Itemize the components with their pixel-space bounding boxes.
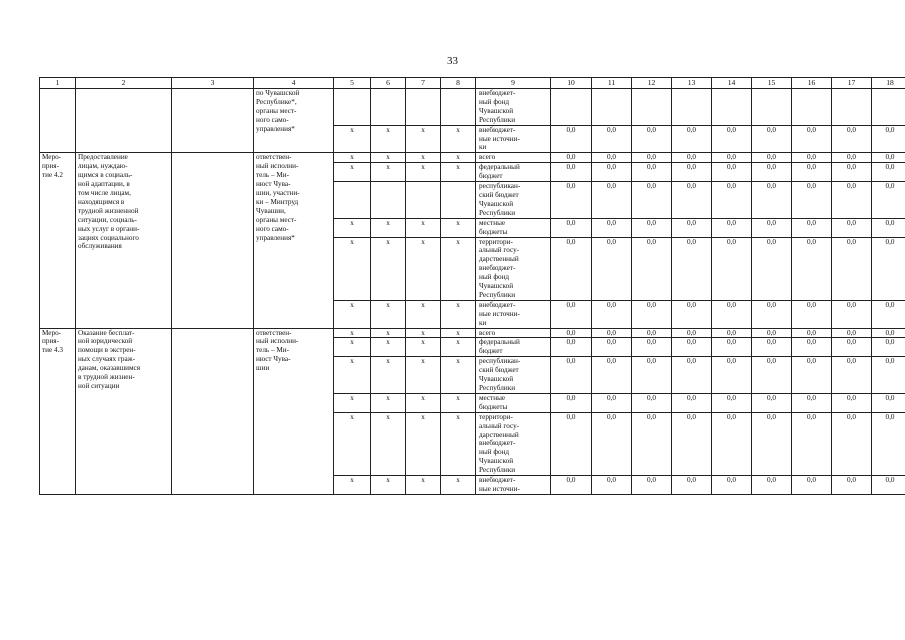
value-cell: 0,0 <box>712 237 752 300</box>
value-cell <box>632 89 672 126</box>
value-cell: 0,0 <box>632 300 672 328</box>
table-row <box>40 153 905 163</box>
header-row <box>40 78 905 89</box>
value-cell: 0,0 <box>672 163 712 182</box>
funding-source: внебюджет- ные источни- ки <box>476 300 551 328</box>
value-cell: 0,0 <box>792 237 832 300</box>
column-number: 3 <box>172 78 254 89</box>
value-cell <box>792 89 832 126</box>
table-row <box>40 328 905 338</box>
code-cell <box>406 89 441 126</box>
value-cell: 0,0 <box>712 393 752 412</box>
value-cell: 0,0 <box>592 393 632 412</box>
measure-title: Оказание бесплат- ной юридической помощи в экстрен- ных случаях граж- данам, оказавшимся в трудной жизнен- ной ситуации <box>76 328 172 494</box>
value-cell: 0,0 <box>592 476 632 495</box>
value-cell: 0,0 <box>792 393 832 412</box>
value-cell: 0,0 <box>632 182 672 219</box>
code-cell: x <box>371 237 406 300</box>
table-body <box>40 78 905 495</box>
code-cell: x <box>334 338 371 357</box>
funding-source: местные бюджеты <box>476 218 551 237</box>
value-cell: 0,0 <box>872 300 905 328</box>
funding-source: республикан- ский бюджет Чувашской Республики <box>476 182 551 219</box>
value-cell: 0,0 <box>551 412 592 475</box>
value-cell: 0,0 <box>872 163 905 182</box>
value-cell: 0,0 <box>712 163 752 182</box>
value-cell: 0,0 <box>672 338 712 357</box>
value-cell: 0,0 <box>872 338 905 357</box>
table-row <box>40 89 905 126</box>
value-cell: 0,0 <box>792 182 832 219</box>
value-cell: 0,0 <box>712 182 752 219</box>
code-cell: x <box>371 328 406 338</box>
code-cell: x <box>406 163 441 182</box>
code-cell: x <box>371 357 406 394</box>
code-cell: x <box>334 237 371 300</box>
code-cell: x <box>334 357 371 394</box>
value-cell: 0,0 <box>872 393 905 412</box>
value-cell: 0,0 <box>672 237 712 300</box>
value-cell: 0,0 <box>592 338 632 357</box>
value-cell: 0,0 <box>752 163 792 182</box>
budget-table <box>39 77 905 495</box>
column-number: 4 <box>254 78 334 89</box>
value-cell: 0,0 <box>752 393 792 412</box>
measure-col3 <box>172 89 254 153</box>
value-cell: 0,0 <box>832 476 872 495</box>
value-cell: 0,0 <box>792 153 832 163</box>
value-cell: 0,0 <box>632 153 672 163</box>
funding-source: республикан- ский бюджет Чувашской Республики <box>476 357 551 394</box>
value-cell: 0,0 <box>672 125 712 153</box>
value-cell: 0,0 <box>792 476 832 495</box>
code-cell <box>406 182 441 219</box>
value-cell: 0,0 <box>832 328 872 338</box>
code-cell: x <box>441 218 476 237</box>
value-cell: 0,0 <box>632 125 672 153</box>
value-cell: 0,0 <box>872 357 905 394</box>
code-cell: x <box>441 412 476 475</box>
value-cell: 0,0 <box>712 328 752 338</box>
value-cell: 0,0 <box>712 125 752 153</box>
value-cell: 0,0 <box>832 153 872 163</box>
value-cell: 0,0 <box>551 153 592 163</box>
value-cell: 0,0 <box>872 218 905 237</box>
column-number: 6 <box>371 78 406 89</box>
value-cell: 0,0 <box>672 218 712 237</box>
value-cell: 0,0 <box>632 328 672 338</box>
code-cell: x <box>441 125 476 153</box>
code-cell: x <box>334 218 371 237</box>
value-cell: 0,0 <box>672 393 712 412</box>
value-cell: 0,0 <box>832 218 872 237</box>
value-cell <box>712 89 752 126</box>
value-cell: 0,0 <box>592 412 632 475</box>
value-cell: 0,0 <box>632 163 672 182</box>
code-cell: x <box>334 300 371 328</box>
value-cell <box>832 89 872 126</box>
code-cell: x <box>371 125 406 153</box>
value-cell: 0,0 <box>752 412 792 475</box>
value-cell: 0,0 <box>551 237 592 300</box>
value-cell: 0,0 <box>632 393 672 412</box>
value-cell: 0,0 <box>632 218 672 237</box>
value-cell: 0,0 <box>551 300 592 328</box>
value-cell <box>672 89 712 126</box>
column-number: 13 <box>672 78 712 89</box>
code-cell: x <box>406 218 441 237</box>
value-cell: 0,0 <box>752 218 792 237</box>
value-cell: 0,0 <box>792 412 832 475</box>
code-cell: x <box>441 328 476 338</box>
value-cell: 0,0 <box>592 153 632 163</box>
value-cell: 0,0 <box>592 218 632 237</box>
value-cell: 0,0 <box>792 300 832 328</box>
code-cell: x <box>441 153 476 163</box>
code-cell: x <box>371 218 406 237</box>
value-cell: 0,0 <box>792 328 832 338</box>
code-cell: x <box>334 163 371 182</box>
column-number: 9 <box>476 78 551 89</box>
code-cell: x <box>334 476 371 495</box>
funding-source: всего <box>476 153 551 163</box>
code-cell: x <box>334 393 371 412</box>
measure-id: Меро- прия- тие 4.2 <box>40 153 76 328</box>
funding-source: внебюджет- ный фонд Чувашской Республики <box>476 89 551 126</box>
value-cell: 0,0 <box>592 357 632 394</box>
column-number: 18 <box>872 78 905 89</box>
code-cell: x <box>406 357 441 394</box>
column-number: 15 <box>752 78 792 89</box>
funding-source: всего <box>476 328 551 338</box>
funding-source: федеральный бюджет <box>476 163 551 182</box>
value-cell <box>551 89 592 126</box>
value-cell: 0,0 <box>551 338 592 357</box>
code-cell <box>441 89 476 126</box>
funding-source: территори- альный госу- дарственный внебюджет- ный фонд Чувашской Республики <box>476 412 551 475</box>
measure-col3 <box>172 153 254 328</box>
code-cell: x <box>406 153 441 163</box>
measure-id: Меро- прия- тие 4.3 <box>40 328 76 494</box>
value-cell: 0,0 <box>551 182 592 219</box>
value-cell: 0,0 <box>551 218 592 237</box>
value-cell: 0,0 <box>752 153 792 163</box>
value-cell: 0,0 <box>712 412 752 475</box>
value-cell: 0,0 <box>872 476 905 495</box>
value-cell: 0,0 <box>712 338 752 357</box>
code-cell: x <box>406 300 441 328</box>
code-cell: x <box>371 412 406 475</box>
value-cell: 0,0 <box>672 182 712 219</box>
code-cell: x <box>371 153 406 163</box>
value-cell: 0,0 <box>632 412 672 475</box>
code-cell: x <box>371 163 406 182</box>
value-cell: 0,0 <box>832 125 872 153</box>
value-cell: 0,0 <box>672 153 712 163</box>
value-cell: 0,0 <box>872 125 905 153</box>
column-number: 2 <box>76 78 172 89</box>
code-cell: x <box>406 237 441 300</box>
value-cell: 0,0 <box>832 300 872 328</box>
value-cell: 0,0 <box>672 300 712 328</box>
value-cell: 0,0 <box>672 412 712 475</box>
value-cell: 0,0 <box>551 357 592 394</box>
measure-id <box>40 89 76 153</box>
value-cell: 0,0 <box>632 476 672 495</box>
value-cell: 0,0 <box>712 357 752 394</box>
code-cell: x <box>441 163 476 182</box>
value-cell: 0,0 <box>832 412 872 475</box>
value-cell: 0,0 <box>792 218 832 237</box>
value-cell: 0,0 <box>712 153 752 163</box>
value-cell: 0,0 <box>672 328 712 338</box>
value-cell: 0,0 <box>752 357 792 394</box>
code-cell <box>371 182 406 219</box>
code-cell: x <box>441 300 476 328</box>
value-cell: 0,0 <box>792 338 832 357</box>
value-cell: 0,0 <box>872 328 905 338</box>
column-number: 7 <box>406 78 441 89</box>
funding-source: внебюджет- ные источни- ки <box>476 125 551 153</box>
value-cell: 0,0 <box>712 218 752 237</box>
value-cell: 0,0 <box>551 328 592 338</box>
value-cell: 0,0 <box>832 163 872 182</box>
value-cell: 0,0 <box>551 476 592 495</box>
value-cell: 0,0 <box>872 182 905 219</box>
funding-source: федеральный бюджет <box>476 338 551 357</box>
code-cell: x <box>334 412 371 475</box>
code-cell: x <box>406 125 441 153</box>
code-cell: x <box>406 412 441 475</box>
value-cell: 0,0 <box>752 182 792 219</box>
code-cell: x <box>334 125 371 153</box>
funding-source: внебюджет- ные источни- <box>476 476 551 495</box>
value-cell: 0,0 <box>832 182 872 219</box>
code-cell: x <box>441 338 476 357</box>
code-cell <box>371 89 406 126</box>
value-cell: 0,0 <box>832 393 872 412</box>
value-cell: 0,0 <box>672 357 712 394</box>
code-cell: x <box>371 393 406 412</box>
column-number: 17 <box>832 78 872 89</box>
value-cell: 0,0 <box>792 163 832 182</box>
responsible-executor: ответствен- ный исполни- тель – Ми- нюст Чува- шии, участни- ки – Минтруд Чувашии, органы мест- ного само- управления* <box>254 153 334 328</box>
column-number: 8 <box>441 78 476 89</box>
value-cell: 0,0 <box>752 338 792 357</box>
value-cell <box>752 89 792 126</box>
code-cell: x <box>406 338 441 357</box>
value-cell: 0,0 <box>792 125 832 153</box>
value-cell: 0,0 <box>752 125 792 153</box>
value-cell: 0,0 <box>551 393 592 412</box>
measure-col3 <box>172 328 254 494</box>
column-number: 16 <box>792 78 832 89</box>
code-cell <box>334 182 371 219</box>
value-cell: 0,0 <box>632 357 672 394</box>
value-cell: 0,0 <box>792 357 832 394</box>
responsible-executor: ответствен- ный исполни- тель – Ми- нюст Чува- шии <box>254 328 334 494</box>
column-number: 10 <box>551 78 592 89</box>
code-cell: x <box>406 476 441 495</box>
value-cell: 0,0 <box>592 328 632 338</box>
code-cell: x <box>441 237 476 300</box>
column-number: 5 <box>334 78 371 89</box>
value-cell: 0,0 <box>752 328 792 338</box>
value-cell <box>872 89 905 126</box>
column-number: 12 <box>632 78 672 89</box>
code-cell: x <box>406 328 441 338</box>
value-cell: 0,0 <box>592 300 632 328</box>
value-cell: 0,0 <box>872 153 905 163</box>
code-cell: x <box>371 300 406 328</box>
code-cell: x <box>441 476 476 495</box>
code-cell: x <box>441 393 476 412</box>
value-cell: 0,0 <box>872 237 905 300</box>
code-cell: x <box>334 153 371 163</box>
value-cell <box>592 89 632 126</box>
value-cell: 0,0 <box>752 237 792 300</box>
value-cell: 0,0 <box>632 237 672 300</box>
column-number: 1 <box>40 78 76 89</box>
value-cell: 0,0 <box>672 476 712 495</box>
code-cell: x <box>371 338 406 357</box>
code-cell: x <box>406 393 441 412</box>
value-cell: 0,0 <box>632 338 672 357</box>
value-cell: 0,0 <box>551 163 592 182</box>
funding-source: территори- альный госу- дарственный внебюджет- ный фонд Чувашской Республики <box>476 237 551 300</box>
value-cell: 0,0 <box>872 412 905 475</box>
measure-title <box>76 89 172 153</box>
column-number: 11 <box>592 78 632 89</box>
value-cell: 0,0 <box>551 125 592 153</box>
code-cell: x <box>334 328 371 338</box>
code-cell: x <box>441 357 476 394</box>
value-cell: 0,0 <box>752 476 792 495</box>
value-cell: 0,0 <box>592 163 632 182</box>
value-cell: 0,0 <box>592 125 632 153</box>
value-cell: 0,0 <box>712 300 752 328</box>
code-cell: x <box>371 476 406 495</box>
responsible-executor: по Чувашской Республике*, органы мест- ного само- управления* <box>254 89 334 153</box>
value-cell: 0,0 <box>712 476 752 495</box>
column-number: 14 <box>712 78 752 89</box>
value-cell: 0,0 <box>832 237 872 300</box>
value-cell: 0,0 <box>592 237 632 300</box>
funding-source: местные бюджеты <box>476 393 551 412</box>
value-cell: 0,0 <box>592 182 632 219</box>
page-number: 33 <box>447 55 458 67</box>
value-cell: 0,0 <box>832 357 872 394</box>
measure-title: Предоставление лицам, нуждаю- щимся в социаль- ной адаптации, в том числе лицам, находящимся в трудной жизненной ситуации, социаль- ных услуг в органи- зациях социального обслуживания <box>76 153 172 328</box>
value-cell: 0,0 <box>832 338 872 357</box>
code-cell <box>441 182 476 219</box>
value-cell: 0,0 <box>752 300 792 328</box>
code-cell <box>334 89 371 126</box>
